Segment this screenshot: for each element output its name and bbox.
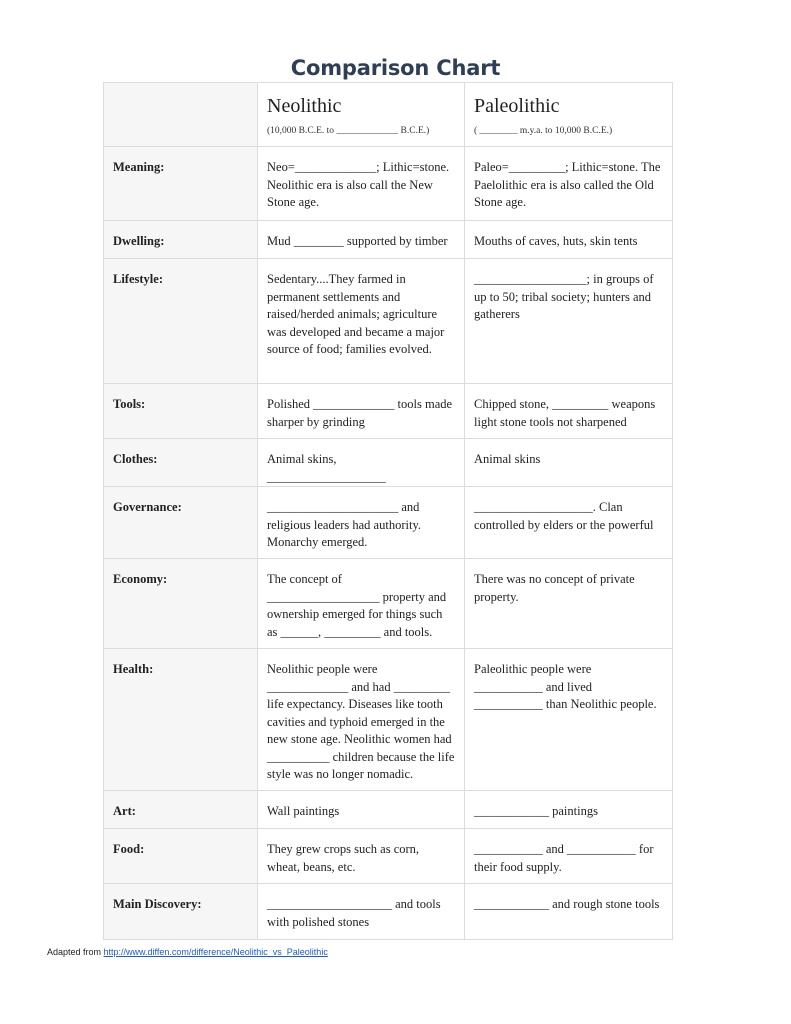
neolithic-cell: Mud ________ supported by timber <box>258 221 465 259</box>
paleolithic-cell: Mouths of caves, huts, skin tents <box>465 221 673 259</box>
row-label: Governance: <box>104 487 258 559</box>
footer-prefix: Adapted from <box>47 947 104 957</box>
neolithic-range: (10,000 B.C.E. to _____________ B.C.E.) <box>267 126 430 136</box>
neolithic-title: Neolithic <box>267 95 342 117</box>
table-row <box>104 791 673 829</box>
table-row <box>104 147 673 221</box>
header-neolithic <box>258 83 465 147</box>
table-row <box>104 559 673 649</box>
table-header-row <box>104 83 673 147</box>
neolithic-cell: The concept of __________________ property and ownership emerged for things such as ______, _________ and tools. <box>258 559 465 649</box>
paleolithic-cell: Chipped stone, _________ weapons light stone tools not sharpened <box>465 384 673 439</box>
paleolithic-cell: Paleo=_________; Lithic=stone. The Paelolithic era is also called the Old Stone age. <box>465 147 673 221</box>
table-row <box>104 829 673 884</box>
neolithic-cell: _____________________ and religious leaders had authority. Monarchy emerged. <box>258 487 465 559</box>
table-row <box>104 384 673 439</box>
paleolithic-cell: Paleolithic people were ___________ and lived ___________ than Neolithic people. <box>465 649 673 791</box>
table-row <box>104 439 673 487</box>
table-row <box>104 221 673 259</box>
neolithic-cell: Neo=_____________; Lithic=stone. Neolithic era is also call the New Stone age. <box>258 147 465 221</box>
row-label: Dwelling: <box>104 221 258 259</box>
header-paleolithic <box>465 83 673 147</box>
row-label: Art: <box>104 791 258 829</box>
table-row <box>104 884 673 940</box>
paleolithic-range: ( ________ m.y.a. to 10,000 B.C.E.) <box>474 126 613 136</box>
footer-citation <box>47 947 328 957</box>
row-label: Clothes: <box>104 439 258 487</box>
neolithic-cell: Wall paintings <box>258 791 465 829</box>
table-row <box>104 487 673 559</box>
row-label: Economy: <box>104 559 258 649</box>
row-label: Health: <box>104 649 258 791</box>
paleolithic-cell: ___________ and ___________ for their food supply. <box>465 829 673 884</box>
neolithic-cell: Polished _____________ tools made sharper by grinding <box>258 384 465 439</box>
neolithic-cell: ____________________ and tools with polished stones <box>258 884 465 940</box>
paleolithic-cell: Animal skins <box>465 439 673 487</box>
table-row <box>104 649 673 791</box>
source-link[interactable]: http://www.diffen.com/difference/Neolithic_vs_Paleolithic <box>103 947 328 957</box>
neolithic-cell: Sedentary....They farmed in permanent settlements and raised/herded animals; agriculture was developed and became a major source of food; families evolved. <box>258 259 465 384</box>
paleolithic-cell: __________________; in groups of up to 50; tribal society; hunters and gatherers <box>465 259 673 384</box>
neolithic-cell: They grew crops such as corn, wheat, beans, etc. <box>258 829 465 884</box>
header-blank-cell <box>104 83 258 147</box>
neolithic-cell: Neolithic people were _____________ and had _________ life expectancy. Diseases like tooth cavities and typhoid emerged in the new stone age. Neolithic women had __________ children because the life style was no longer nomadic. <box>258 649 465 791</box>
row-label: Meaning: <box>104 147 258 221</box>
row-label: Tools: <box>104 384 258 439</box>
table-row <box>104 259 673 384</box>
row-label: Lifestyle: <box>104 259 258 384</box>
row-label: Food: <box>104 829 258 884</box>
row-label: Main Discovery: <box>104 884 258 940</box>
page-title: Comparison Chart <box>290 56 501 80</box>
comparison-table <box>103 82 673 940</box>
paleolithic-cell: There was no concept of private property. <box>465 559 673 649</box>
paleolithic-title: Paleolithic <box>474 95 560 117</box>
paleolithic-cell: ____________ paintings <box>465 791 673 829</box>
paleolithic-cell: ___________________. Clan controlled by elders or the powerful <box>465 487 673 559</box>
paleolithic-cell: ____________ and rough stone tools <box>465 884 673 940</box>
neolithic-cell: Animal skins, ___________________ <box>258 439 465 487</box>
